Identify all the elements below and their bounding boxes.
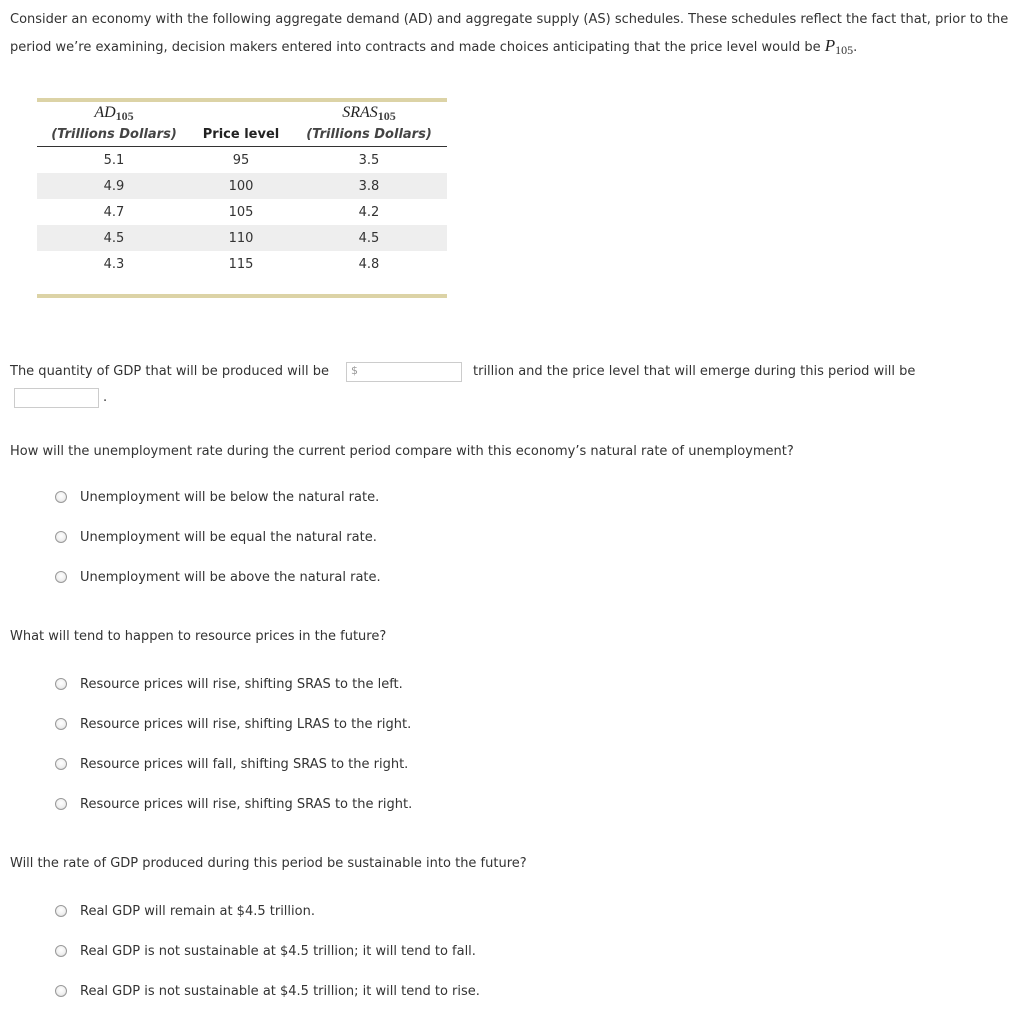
cell-sras: 4.8 <box>358 256 380 272</box>
gdp-quantity-input[interactable] <box>346 362 462 382</box>
sustainability-option-fall[interactable] <box>55 941 476 961</box>
cell-sras: 4.5 <box>291 225 447 251</box>
radio-button[interactable] <box>55 678 67 690</box>
header-ad-symbol: AD <box>94 104 116 121</box>
header-price <box>191 102 291 147</box>
unemployment-option-below[interactable] <box>55 487 379 507</box>
table-row <box>37 173 447 199</box>
sustainability-question: Will the rate of GDP produced during this period be sustainable into the future? <box>10 856 527 871</box>
option-label: Resource prices will rise, shifting LRAS to the right. <box>80 716 412 732</box>
gdp-question-text: The quantity of GDP that will be produced will be <box>10 364 330 379</box>
resource-option-rise-sras-right[interactable] <box>55 794 412 814</box>
radio-button[interactable] <box>55 571 67 583</box>
sustainability-option-remain[interactable] <box>55 901 315 921</box>
radio-button[interactable] <box>55 905 67 917</box>
cell-price: 115 <box>228 256 254 272</box>
header-sras <box>291 102 447 147</box>
price-level-input[interactable] <box>14 388 99 408</box>
table-row <box>37 199 447 225</box>
resource-option-fall-sras-right[interactable] <box>55 754 408 774</box>
option-label: Unemployment will be below the natural rate. <box>80 489 380 505</box>
radio-button[interactable] <box>55 945 67 957</box>
intro-end: . <box>853 40 858 55</box>
cell-ad: 5.1 <box>103 152 125 168</box>
unemployment-question: How will the unemployment rate during the current period compare with this economy’s natural rate of unemployment? <box>10 444 794 459</box>
header-sras-units: (Trillions Dollars) <box>306 127 432 142</box>
header-sras-subscript: 105 <box>377 109 396 123</box>
gdp-question-end: . <box>103 390 108 405</box>
sustainability-option-rise[interactable] <box>55 981 480 1001</box>
table-row <box>37 147 447 174</box>
header-ad-subscript: 105 <box>115 109 134 123</box>
table-row <box>37 251 447 277</box>
schedule-table-container <box>37 98 447 277</box>
header-ad-units: (Trillions Dollars) <box>51 127 177 142</box>
resource-option-rise-sras-left[interactable] <box>55 674 403 694</box>
cell-sras: 3.8 <box>291 173 447 199</box>
option-label: Unemployment will be above the natural rate. <box>80 569 381 585</box>
cell-ad: 4.5 <box>37 225 191 251</box>
table-bottom-rule <box>37 294 447 298</box>
table-row <box>37 225 447 251</box>
header-ad <box>37 102 191 147</box>
schedule-table <box>37 102 447 277</box>
table-header-row <box>37 102 447 147</box>
option-label: Resource prices will rise, shifting SRAS to the left. <box>80 676 403 692</box>
cell-sras: 3.5 <box>358 152 380 168</box>
radio-button[interactable] <box>55 718 67 730</box>
resource-prices-question: What will tend to happen to resource prices in the future? <box>10 629 387 644</box>
intro-paragraph <box>10 7 1015 63</box>
resource-option-rise-lras-right[interactable] <box>55 714 411 734</box>
currency-symbol: $ <box>351 364 358 377</box>
header-sras-symbol: SRAS <box>342 104 378 121</box>
cell-price: 105 <box>228 204 254 220</box>
radio-button[interactable] <box>55 985 67 997</box>
option-label: Real GDP is not sustainable at $4.5 trillion; it will tend to fall. <box>80 943 476 959</box>
cell-sras: 4.2 <box>358 204 380 220</box>
intro-text: Consider an economy with the following aggregate demand (AD) and aggregate supply (AS) schedules. These schedules reflect the fact that, prior to the period we’re examining, decision makers entered into contracts and made choices anticipating that the price level would be <box>10 12 1009 55</box>
cell-price: 100 <box>191 173 291 199</box>
option-label: Unemployment will be equal the natural rate. <box>80 529 377 545</box>
option-label: Real GDP will remain at $4.5 trillion. <box>80 903 315 919</box>
radio-button[interactable] <box>55 798 67 810</box>
cell-ad: 4.3 <box>103 256 125 272</box>
option-label: Resource prices will fall, shifting SRAS to the right. <box>80 756 409 772</box>
intro-price-subscript: 105 <box>835 43 854 57</box>
cell-price: 110 <box>191 225 291 251</box>
radio-button[interactable] <box>55 531 67 543</box>
gdp-question-continuation: trillion and the price level that will emerge during this period will be <box>473 364 916 379</box>
radio-button[interactable] <box>55 491 67 503</box>
intro-price-symbol: P <box>824 36 836 55</box>
header-price-label: Price level <box>202 127 280 142</box>
cell-ad: 4.9 <box>37 173 191 199</box>
option-label: Resource prices will rise, shifting SRAS to the right. <box>80 796 413 812</box>
cell-price: 95 <box>232 152 250 168</box>
cell-ad: 4.7 <box>103 204 125 220</box>
unemployment-option-equal[interactable] <box>55 527 377 547</box>
radio-button[interactable] <box>55 758 67 770</box>
unemployment-option-above[interactable] <box>55 567 381 587</box>
option-label: Real GDP is not sustainable at $4.5 trillion; it will tend to rise. <box>80 983 480 999</box>
